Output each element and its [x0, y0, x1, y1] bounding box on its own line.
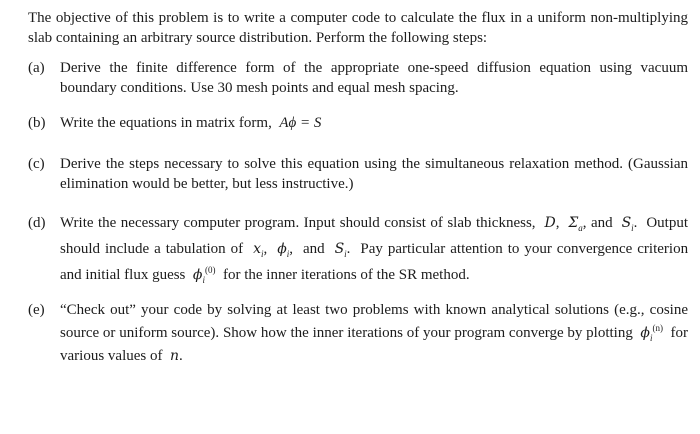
problem-intro: The objective of this problem is to write a computer code to calculate the flux in a uniform non-multiplying slab containing an arbitrary source distribution. Perform the following steps:: [28, 10, 688, 46]
subscript-i: i: [344, 249, 347, 259]
symbol-phi: ϕ: [192, 267, 203, 283]
symbol-phi: ϕ: [640, 325, 650, 341]
step-e: [28, 299, 688, 368]
symbol-sigma: Σ: [568, 215, 579, 231]
superscript-n: (n): [652, 323, 663, 333]
symbol-d: D: [544, 215, 556, 231]
step-d-and-1: , and: [582, 215, 613, 231]
step-b: [28, 113, 688, 133]
subscript-i: i: [286, 249, 290, 259]
step-d-text-1: Write the necessary computer program. Input should consist of slab thickness,: [60, 215, 536, 231]
symbol-x: x: [253, 241, 261, 257]
subscript-i: i: [631, 223, 634, 233]
step-a-label: (a): [28, 60, 45, 76]
step-d-text-3: Pay particular attention to your convergence criterion and initial flux guess: [60, 241, 689, 283]
step-c: [28, 154, 688, 194]
subscript-i: i: [202, 275, 205, 285]
subscript-a: a: [578, 223, 583, 233]
step-e-text-2: for various values of: [60, 325, 688, 364]
matrix-equation: Aϕ = S: [279, 115, 322, 131]
symbol-s: S: [334, 241, 345, 257]
step-d-and-2: and: [302, 241, 325, 257]
superscript-0: (0): [204, 265, 216, 275]
step-e-label: (e): [28, 302, 45, 318]
step-d-label: (d): [28, 215, 46, 231]
symbol-phi: ϕ: [277, 241, 287, 257]
step-c-text: Derive the steps necessary to solve this equation using the simultaneous relaxation method. (Gaussian elimination would be better, but less instructive.): [60, 156, 688, 192]
step-d-text-2: Output should include a tabulation of: [60, 215, 689, 257]
symbol-s: S: [621, 215, 632, 231]
step-a: [28, 58, 688, 98]
step-b-text: Write the equations in matrix form,: [60, 115, 272, 131]
step-a-text: Derive the finite difference form of the appropriate one-speed diffusion equation using vacuum boundary conditions. Use 30 mesh points and equal mesh spacing.: [60, 60, 688, 96]
step-e-content: “Check out” your code by solving at least two problems with known analytical solutions (e.g., cosine source or uniform source). Show how the inner iterations of your program converge by plotting $\phi_i^{(n)}$ for various values of n.: [60, 302, 688, 364]
subscript-i: i: [649, 333, 653, 343]
step-d: [28, 210, 688, 288]
step-e-text-1: “Check out” your code by solving at least two problems with known analytical solutions (e.g., cosine source or uniform source). Show how the inner iterations of your program converge by plotting: [60, 302, 688, 341]
step-c-label: (c): [28, 156, 45, 172]
symbol-n: n: [169, 348, 180, 364]
step-b-label: (b): [28, 115, 46, 131]
subscript-i: i: [261, 249, 264, 259]
step-b-content: [60, 113, 688, 133]
step-d-content: Write the necessary computer program. Input should consist of slab thickness, D, $\Sigma_a$, and $S_i$. Output should include a tabulation of $x_i$, $\phi_i$, and $S_i$. Pay particular attention to your convergence criterion and initial flux guess $\phi_i^{(0)}$ for the inner iterations of the SR method.: [60, 215, 689, 285]
step-d-text-4: for the inner iterations of the SR method.: [222, 267, 470, 283]
